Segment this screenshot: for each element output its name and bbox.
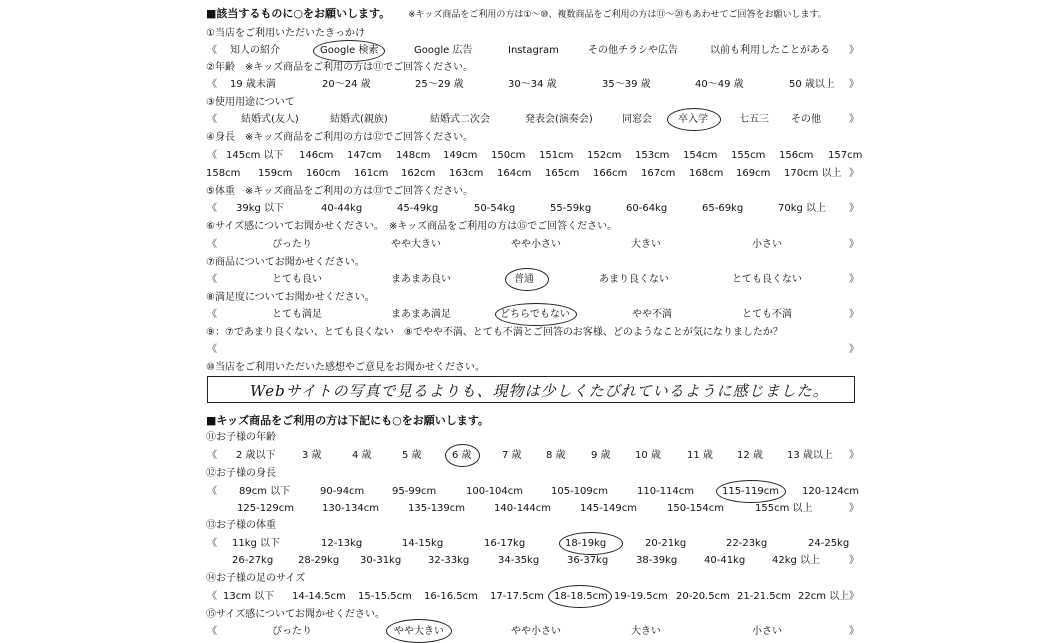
- option[interactable]: 同窓会: [622, 114, 652, 125]
- option[interactable]: 22cm 以上: [798, 591, 850, 602]
- bracket-open: 《: [207, 45, 217, 56]
- option[interactable]: 30-31kg: [360, 555, 402, 566]
- option[interactable]: 21-21.5cm: [737, 591, 791, 602]
- option-selected[interactable]: Google 検索: [320, 45, 379, 56]
- option[interactable]: 152cm: [587, 150, 622, 161]
- option[interactable]: 120-124cm: [802, 486, 860, 497]
- option[interactable]: 結婚式(友人): [241, 114, 299, 125]
- bracket-close: 》: [849, 344, 859, 355]
- option[interactable]: やや小さい: [511, 239, 561, 250]
- bracket-open: 《: [207, 450, 217, 461]
- question-label-11: ⑪お子様の年齢: [206, 432, 276, 443]
- bracket-open: 《: [207, 239, 217, 250]
- option[interactable]: 22-23kg: [726, 538, 768, 549]
- form-title: ■該当するものに○をお願いします。: [206, 7, 391, 20]
- option[interactable]: 150-154cm: [667, 503, 725, 514]
- question-label-15: ⑮サイズ感についてお聞かせください。: [206, 609, 385, 620]
- bracket-open: 《: [207, 591, 217, 602]
- option[interactable]: 3 歳: [302, 450, 322, 461]
- option[interactable]: 7 歳: [502, 450, 522, 461]
- option[interactable]: 20～24 歳: [322, 79, 371, 90]
- option[interactable]: 170cm 以上: [784, 168, 842, 179]
- option[interactable]: やや大きい: [391, 239, 441, 250]
- option[interactable]: 小さい: [752, 239, 782, 250]
- bracket-close: 》: [849, 203, 859, 214]
- option[interactable]: 大きい: [631, 626, 661, 637]
- option[interactable]: 146cm: [299, 150, 334, 161]
- option[interactable]: 65-69kg: [702, 203, 744, 214]
- option-selected[interactable]: 6 歳: [452, 450, 472, 461]
- option[interactable]: 32-33kg: [428, 555, 470, 566]
- bracket-open: 《: [207, 344, 217, 355]
- option-selected[interactable]: どちらでもない: [500, 309, 570, 320]
- option[interactable]: ぴったり: [272, 239, 312, 250]
- option[interactable]: 28-29kg: [298, 555, 340, 566]
- option[interactable]: 161cm: [354, 168, 389, 179]
- option[interactable]: 145-149cm: [580, 503, 638, 514]
- option[interactable]: 34-35kg: [498, 555, 540, 566]
- option[interactable]: 8 歳: [546, 450, 566, 461]
- option[interactable]: 知人の紹介: [230, 45, 280, 56]
- option[interactable]: 40～49 歳: [695, 79, 744, 90]
- option[interactable]: まあまあ良い: [391, 274, 451, 285]
- option[interactable]: 158cm: [206, 168, 241, 179]
- option[interactable]: 157cm: [828, 150, 863, 161]
- option[interactable]: まあまあ満足: [391, 309, 451, 320]
- option-selected[interactable]: 18-19kg: [565, 538, 607, 549]
- option[interactable]: 140-144cm: [494, 503, 552, 514]
- option[interactable]: 162cm: [401, 168, 436, 179]
- option-selected[interactable]: 普通: [514, 274, 534, 285]
- option[interactable]: 30～34 歳: [508, 79, 557, 90]
- option[interactable]: 16-17kg: [484, 538, 526, 549]
- option[interactable]: 89cm 以下: [239, 486, 291, 497]
- option-selected[interactable]: 18-18.5cm: [554, 591, 608, 602]
- option[interactable]: 159cm: [258, 168, 293, 179]
- option[interactable]: 42kg 以上: [772, 555, 821, 566]
- option[interactable]: 15-15.5cm: [358, 591, 412, 602]
- question-label-12: ⑫お子様の身長: [206, 468, 276, 479]
- option[interactable]: 結婚式(親族): [330, 114, 388, 125]
- option[interactable]: 19-19.5cm: [614, 591, 668, 602]
- bracket-open: 《: [207, 309, 217, 320]
- option[interactable]: 13cm 以下: [223, 591, 275, 602]
- bracket-open: 《: [207, 538, 217, 549]
- option[interactable]: 168cm: [689, 168, 724, 179]
- option[interactable]: 結婚式二次会: [430, 114, 490, 125]
- option[interactable]: 60-64kg: [626, 203, 668, 214]
- option[interactable]: 12-13kg: [321, 538, 363, 549]
- option[interactable]: 10 歳: [635, 450, 661, 461]
- question-label-4: ④身長 ※キッズ商品をご利用の方は⑫でご回答ください。: [206, 132, 474, 143]
- bracket-close: 》: [849, 239, 859, 250]
- option[interactable]: あまり良くない: [599, 274, 669, 285]
- question-label-13: ⑬お子様の体重: [206, 520, 276, 531]
- form-note: ※キッズ商品をご利用の方は①～⑩、複数商品をご利用の方は⑪～⑳もあわせてご回答をお願いします。: [408, 10, 827, 20]
- option[interactable]: 45-49kg: [397, 203, 439, 214]
- selection-circle: [445, 444, 480, 467]
- option[interactable]: 166cm: [593, 168, 628, 179]
- option[interactable]: 16-16.5cm: [424, 591, 478, 602]
- option[interactable]: 14-14.5cm: [292, 591, 346, 602]
- option[interactable]: その他チラシや広告: [588, 45, 678, 56]
- option[interactable]: やや小さい: [511, 626, 561, 637]
- bracket-close: 》: [849, 591, 859, 602]
- option[interactable]: 163cm: [449, 168, 484, 179]
- option[interactable]: 小さい: [752, 626, 782, 637]
- option[interactable]: 153cm: [635, 150, 670, 161]
- selection-circle: [548, 585, 612, 608]
- option[interactable]: とても良くない: [732, 274, 802, 285]
- option[interactable]: 169cm: [736, 168, 771, 179]
- option[interactable]: 26-27kg: [232, 555, 274, 566]
- option[interactable]: 2 歳以下: [236, 450, 276, 461]
- question-label-9: ⑨：⑦であまり良くない、とても良くない ⑧でやや不満、とても不満とご回答のお客様、どのようなことが気になりましたか？: [206, 327, 783, 338]
- option[interactable]: 20-21kg: [645, 538, 687, 549]
- option[interactable]: 164cm: [497, 168, 532, 179]
- option[interactable]: 40-44kg: [321, 203, 363, 214]
- bracket-close: 》: [849, 45, 859, 56]
- bracket-open: 《: [207, 150, 217, 161]
- option[interactable]: 149cm: [443, 150, 478, 161]
- option[interactable]: Instagram: [508, 45, 559, 56]
- question-label-10: ⑩当店をご利用いただいた感想やご意見をお聞かせください。: [206, 362, 485, 373]
- option[interactable]: 七五三: [739, 114, 769, 125]
- option[interactable]: 38-39kg: [636, 555, 678, 566]
- bracket-open: 《: [207, 79, 217, 90]
- handwritten-comment: Webサイトの写真で見るよりも、現物は少しくたびれているように感じました。: [250, 382, 829, 400]
- option[interactable]: 50-54kg: [474, 203, 516, 214]
- question-label-8: ⑧満足度についてお聞かせください。: [206, 292, 375, 303]
- bracket-open: 《: [207, 626, 217, 637]
- option[interactable]: 大きい: [631, 239, 661, 250]
- option[interactable]: Google 広告: [414, 45, 473, 56]
- bracket-close: 》: [849, 168, 859, 179]
- bracket-open: 《: [207, 114, 217, 125]
- option[interactable]: 5 歳: [402, 450, 422, 461]
- option[interactable]: 155cm 以上: [755, 503, 813, 514]
- bracket-close: 》: [849, 626, 859, 637]
- option[interactable]: とても良い: [272, 274, 322, 285]
- option[interactable]: 95-99cm: [392, 486, 437, 497]
- bracket-close: 》: [849, 450, 859, 461]
- option[interactable]: 11 歳: [687, 450, 713, 461]
- option-selected[interactable]: 115-119cm: [722, 486, 780, 497]
- option[interactable]: 100-104cm: [466, 486, 524, 497]
- option[interactable]: ぴったり: [272, 626, 312, 637]
- bracket-close: 》: [849, 555, 859, 566]
- selection-circle: [559, 532, 623, 555]
- bracket-close: 》: [849, 79, 859, 90]
- question-label-2: ②年齢 ※キッズ商品をご利用の方は⑪でご回答ください。: [206, 62, 474, 73]
- question-label-7: ⑦商品についてお聞かせください。: [206, 257, 365, 268]
- bracket-open: 《: [207, 274, 217, 285]
- option[interactable]: 135-139cm: [408, 503, 466, 514]
- option[interactable]: 11kg 以下: [232, 538, 281, 549]
- question-label-5: ⑤体重 ※キッズ商品をご利用の方は⑬でご回答ください。: [206, 186, 474, 197]
- option[interactable]: 125-129cm: [237, 503, 295, 514]
- option[interactable]: 14-15kg: [402, 538, 444, 549]
- option[interactable]: 40-41kg: [704, 555, 746, 566]
- option-selected[interactable]: やや大きい: [394, 626, 444, 637]
- option[interactable]: 156cm: [779, 150, 814, 161]
- selection-circle: [716, 480, 786, 503]
- question-label-1: ①当店をご利用いただいたきっかけ: [206, 28, 365, 39]
- option[interactable]: 70kg 以上: [778, 203, 827, 214]
- option[interactable]: 17-17.5cm: [490, 591, 544, 602]
- option[interactable]: 151cm: [539, 150, 574, 161]
- bracket-close: 》: [849, 114, 859, 125]
- bracket-close: 》: [849, 274, 859, 285]
- option[interactable]: 110-114cm: [637, 486, 695, 497]
- option[interactable]: とても満足: [272, 309, 322, 320]
- selection-circle: [313, 40, 385, 62]
- bracket-close: 》: [849, 309, 859, 320]
- question-label-6: ⑥サイズ感についてお聞かせください。 ※キッズ商品をご利用の方は⑮でご回答ください。: [206, 221, 618, 232]
- option[interactable]: 35～39 歳: [602, 79, 651, 90]
- option[interactable]: 36-37kg: [567, 555, 609, 566]
- option[interactable]: 160cm: [306, 168, 341, 179]
- option-selected[interactable]: 卒入学: [678, 114, 708, 125]
- option[interactable]: 9 歳: [591, 450, 611, 461]
- bracket-open: 《: [207, 203, 217, 214]
- kids-section-title: ■キッズ商品をご利用の方は下記にも○をお願いします。: [206, 414, 489, 427]
- selection-circle: [495, 303, 577, 326]
- option[interactable]: 147cm: [347, 150, 382, 161]
- option[interactable]: 50 歳以上: [789, 79, 835, 90]
- option[interactable]: 145cm 以下: [226, 150, 284, 161]
- option[interactable]: 105-109cm: [551, 486, 609, 497]
- option[interactable]: 発表会(演奏会): [525, 114, 593, 125]
- option[interactable]: 39kg 以下: [236, 203, 285, 214]
- option[interactable]: 13 歳以上: [787, 450, 833, 461]
- option[interactable]: その他: [791, 114, 821, 125]
- option[interactable]: 24-25kg: [808, 538, 850, 549]
- selection-circle: [667, 108, 721, 131]
- option[interactable]: 155cm: [731, 150, 766, 161]
- bracket-close: 》: [849, 503, 859, 514]
- option[interactable]: やや不満: [632, 309, 672, 320]
- option[interactable]: 20-20.5cm: [676, 591, 730, 602]
- option[interactable]: 165cm: [545, 168, 580, 179]
- option[interactable]: 90-94cm: [320, 486, 365, 497]
- selection-circle: [386, 619, 452, 643]
- option[interactable]: 25～29 歳: [415, 79, 464, 90]
- option[interactable]: 130-134cm: [322, 503, 380, 514]
- question-label-3: ③使用用途について: [206, 97, 295, 108]
- option[interactable]: 167cm: [641, 168, 676, 179]
- option[interactable]: 148cm: [396, 150, 431, 161]
- option[interactable]: 以前も利用したことがある: [710, 45, 830, 56]
- selection-circle: [505, 268, 549, 291]
- question-label-14: ⑭お子様の足のサイズ: [206, 573, 306, 584]
- option[interactable]: 12 歳: [737, 450, 763, 461]
- bracket-open: 《: [207, 486, 217, 497]
- option[interactable]: 4 歳: [352, 450, 372, 461]
- option[interactable]: 55-59kg: [550, 203, 592, 214]
- option[interactable]: とても不満: [742, 309, 792, 320]
- option[interactable]: 154cm: [683, 150, 718, 161]
- option[interactable]: 150cm: [491, 150, 526, 161]
- option[interactable]: 19 歳未満: [230, 79, 276, 90]
